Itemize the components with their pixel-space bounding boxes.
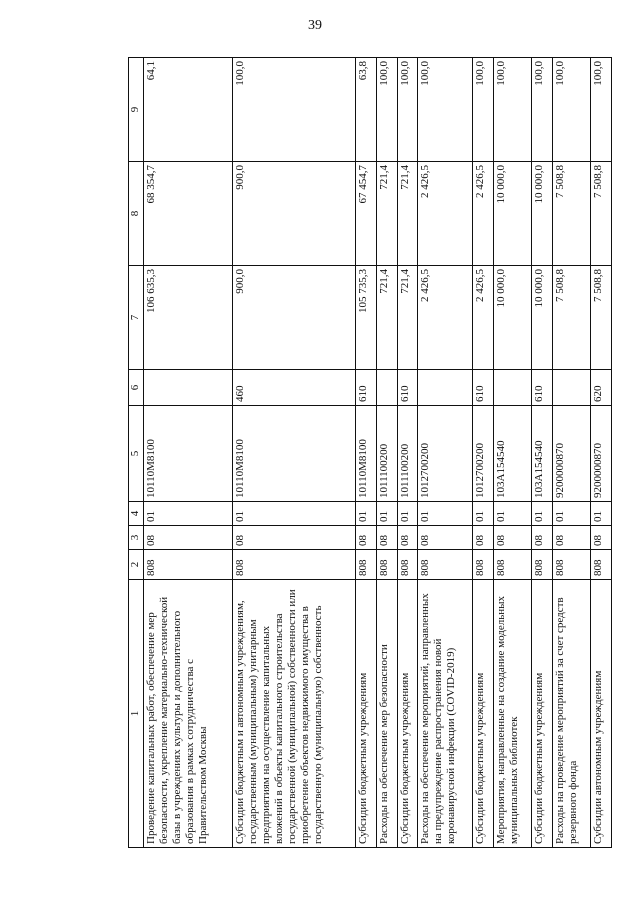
cell-name: Расходы на обеспечение мер безопасности [376, 580, 397, 848]
cell-code-2: 808 [232, 550, 355, 580]
table-row [553, 58, 591, 848]
cell-name: Субсидии бюджетным и автономным учреждениям, государственным (муниципальным) унитарным предприятиям на осуществление капитальных вложений в объекты капитального строительства государственной (муниципальной) собственности или приобретение объектов недвижимого имущества в государственную (муниципальную) собственность [232, 580, 355, 848]
cell-code-5: 10110М8100 [232, 406, 355, 502]
col-header-5: 5 [129, 406, 144, 502]
cell-code-3: 08 [553, 526, 591, 550]
cell-name: Мероприятия, направленные на создание модельных муниципальных библиотек [494, 580, 532, 848]
cell-code-2: 808 [144, 550, 233, 580]
table-row [144, 58, 233, 848]
col-header-7: 7 [129, 266, 144, 370]
cell-code-3: 08 [473, 526, 494, 550]
cell-code-5: 1011100200 [397, 406, 418, 502]
cell-code-4: 01 [144, 502, 233, 526]
cell-code-6 [418, 370, 473, 406]
cell-code-3: 08 [144, 526, 233, 550]
col-header-9: 9 [129, 58, 144, 162]
cell-value-7: 7 508,8 [591, 266, 612, 370]
cell-code-5: 10110М8100 [144, 406, 233, 502]
cell-value-7: 105 735,3 [355, 266, 376, 370]
cell-value-7: 106 635,3 [144, 266, 233, 370]
cell-code-4: 01 [494, 502, 532, 526]
cell-code-3: 08 [494, 526, 532, 550]
col-header-2: 2 [129, 550, 144, 580]
table-row [591, 58, 612, 848]
cell-value-8: 10 000,0 [532, 162, 553, 266]
cell-value-7: 900,0 [232, 266, 355, 370]
cell-code-3: 08 [376, 526, 397, 550]
cell-value-8: 900,0 [232, 162, 355, 266]
cell-value-9: 100,0 [232, 58, 355, 162]
table-row [473, 58, 494, 848]
table-row [232, 58, 355, 848]
cell-code-4: 01 [532, 502, 553, 526]
col-header-3: 3 [129, 526, 144, 550]
cell-value-9: 100,0 [473, 58, 494, 162]
cell-code-4: 01 [418, 502, 473, 526]
cell-code-5: 1012700200 [418, 406, 473, 502]
cell-code-3: 08 [532, 526, 553, 550]
cell-code-4: 01 [397, 502, 418, 526]
table-row [355, 58, 376, 848]
cell-code-6: 460 [232, 370, 355, 406]
cell-name: Субсидии бюджетным учреждениям [473, 580, 494, 848]
table-row [376, 58, 397, 848]
cell-name: Расходы на проведение мероприятий за счет средств резервного фонда [553, 580, 591, 848]
cell-value-9: 100,0 [494, 58, 532, 162]
cell-value-7: 2 426,5 [418, 266, 473, 370]
cell-value-8: 7 508,8 [591, 162, 612, 266]
cell-value-7: 2 426,5 [473, 266, 494, 370]
cell-code-5: 103А154540 [532, 406, 553, 502]
cell-code-5: 103А154540 [494, 406, 532, 502]
cell-code-3: 08 [232, 526, 355, 550]
cell-code-3: 08 [397, 526, 418, 550]
cell-code-3: 08 [355, 526, 376, 550]
cell-value-8: 68 354,7 [144, 162, 233, 266]
cell-code-4: 01 [553, 502, 591, 526]
cell-value-9: 64,1 [144, 58, 233, 162]
cell-value-7: 7 508,8 [553, 266, 591, 370]
cell-code-3: 08 [418, 526, 473, 550]
col-header-1: 1 [129, 580, 144, 848]
cell-value-9: 63,8 [355, 58, 376, 162]
cell-code-2: 808 [532, 550, 553, 580]
cell-value-7: 10 000,0 [532, 266, 553, 370]
cell-value-7: 10 000,0 [494, 266, 532, 370]
cell-code-2: 808 [355, 550, 376, 580]
cell-value-7: 721,4 [397, 266, 418, 370]
col-header-6: 6 [129, 370, 144, 406]
cell-value-8: 721,4 [397, 162, 418, 266]
cell-code-4: 01 [591, 502, 612, 526]
cell-code-6 [376, 370, 397, 406]
budget-table [128, 57, 612, 848]
cell-code-6: 610 [355, 370, 376, 406]
cell-code-5: 1012700200 [473, 406, 494, 502]
cell-name: Субсидии бюджетным учреждениям [397, 580, 418, 848]
cell-code-4: 01 [232, 502, 355, 526]
rotated-table-wrapper [128, 58, 612, 848]
cell-code-6: 610 [532, 370, 553, 406]
cell-code-2: 808 [494, 550, 532, 580]
cell-code-5: 9200000870 [553, 406, 591, 502]
cell-name: Субсидии бюджетным учреждениям [355, 580, 376, 848]
cell-code-5: 9200000870 [591, 406, 612, 502]
table-row [397, 58, 418, 848]
cell-code-2: 808 [473, 550, 494, 580]
cell-value-8: 67 454,7 [355, 162, 376, 266]
cell-code-6 [553, 370, 591, 406]
cell-code-4: 01 [355, 502, 376, 526]
cell-code-6 [494, 370, 532, 406]
cell-name: Субсидии автономным учреждениям [591, 580, 612, 848]
cell-value-9: 100,0 [591, 58, 612, 162]
cell-code-2: 808 [418, 550, 473, 580]
cell-value-9: 100,0 [553, 58, 591, 162]
cell-code-6: 610 [397, 370, 418, 406]
cell-code-3: 08 [591, 526, 612, 550]
cell-value-9: 100,0 [418, 58, 473, 162]
cell-code-2: 808 [397, 550, 418, 580]
cell-name: Субсидии бюджетным учреждениям [532, 580, 553, 848]
cell-code-2: 808 [591, 550, 612, 580]
cell-value-8: 2 426,5 [473, 162, 494, 266]
table-row [532, 58, 553, 848]
cell-value-8: 721,4 [376, 162, 397, 266]
table-row [494, 58, 532, 848]
cell-code-2: 808 [376, 550, 397, 580]
cell-value-9: 100,0 [376, 58, 397, 162]
col-header-8: 8 [129, 162, 144, 266]
cell-code-6: 620 [591, 370, 612, 406]
cell-value-9: 100,0 [532, 58, 553, 162]
cell-code-6 [144, 370, 233, 406]
cell-value-8: 2 426,5 [418, 162, 473, 266]
cell-name: Расходы на обеспечение мероприятий, направленных на предупреждение распространения новой коронавирусной инфекции (COVID-2019) [418, 580, 473, 848]
cell-code-5: 10110М8100 [355, 406, 376, 502]
cell-code-6: 610 [473, 370, 494, 406]
cell-value-7: 721,4 [376, 266, 397, 370]
cell-value-8: 7 508,8 [553, 162, 591, 266]
cell-code-5: 1011100200 [376, 406, 397, 502]
cell-code-4: 01 [473, 502, 494, 526]
cell-name: Проведение капитальных работ, обеспечение мер безопасности, укрепление материально-технической базы в учреждениях культуры и дополнительного образования в рамках сотрудничества с Правительством Москвы [144, 580, 233, 848]
col-header-4: 4 [129, 502, 144, 526]
cell-value-9: 100,0 [397, 58, 418, 162]
cell-code-2: 808 [553, 550, 591, 580]
cell-value-8: 10 000,0 [494, 162, 532, 266]
table-row [418, 58, 473, 848]
cell-code-4: 01 [376, 502, 397, 526]
header-row [129, 58, 144, 848]
page-number: 39 [308, 18, 322, 33]
table-container [128, 58, 612, 848]
